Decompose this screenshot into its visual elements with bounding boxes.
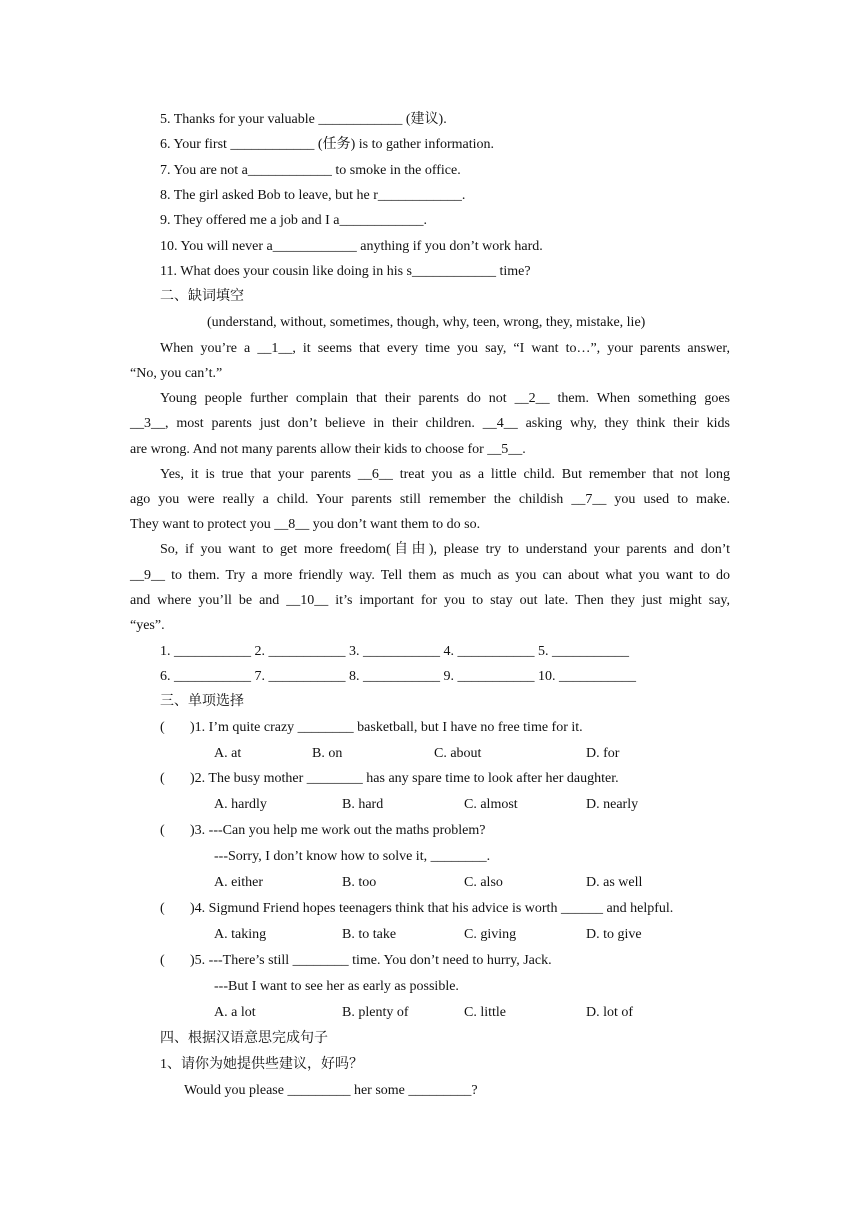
option-c: C. little (464, 1005, 506, 1020)
option-a: A. at (214, 746, 242, 761)
passage-line: “yes”. (130, 618, 165, 633)
vocab-item-5: 5. Thanks for your valuable ____________ (建议). (160, 112, 447, 127)
question-stem: )4. Sigmund Friend hopes teenagers think that his advice is worth ______ and helpful. (190, 901, 674, 916)
option-d: D. to give (586, 927, 642, 942)
option-a: A. either (214, 875, 263, 890)
word-bank: (understand, without, sometimes, though, why, teen, wrong, they, mistake, lie) (207, 315, 646, 330)
option-c: C. almost (464, 797, 518, 812)
option-c: C. about (434, 746, 482, 761)
question-stem: )2. The busy mother ________ has any spare time to look after her daughter. (190, 771, 619, 786)
option-c: C. giving (464, 927, 517, 942)
option-a: A. hardly (214, 797, 267, 812)
question-stem: )5. ---There’s still ________ time. You don’t need to hurry, Jack. (190, 953, 552, 968)
option-d: D. lot of (586, 1005, 634, 1020)
question-stem-line2: ---But I want to see her as early as possible. (214, 979, 459, 994)
passage-line: __3__, most parents just don’t believe in their children. __4__ asking why, they think their kids (130, 416, 730, 431)
question-stem-line2: ---Sorry, I don’t know how to solve it, ________. (214, 849, 491, 864)
vocab-item-9: 9. They offered me a job and I a____________. (160, 213, 427, 228)
passage-line: Young people further complain that their parents do not __2__ them. When something goes (160, 391, 730, 406)
option-b: B. on (312, 746, 343, 761)
option-b: B. too (342, 875, 377, 890)
passage-line: Yes, it is true that your parents __6__ treat you as a little child. But remember that not long (160, 467, 730, 482)
translation-item-en: Would you please _________ her some _________? (184, 1083, 478, 1098)
passage-line: So, if you want to get more freedom(自由), please try to understand your parents and don’t (160, 542, 730, 557)
vocab-item-7: 7. You are not a____________ to smoke in the office. (160, 163, 461, 178)
vocab-item-6: 6. Your first ____________ (任务) is to gather information. (160, 137, 495, 152)
option-b: B. hard (342, 797, 384, 812)
question-stem: )1. I’m quite crazy ________ basketball, but I have no free time for it. (190, 720, 583, 735)
answer-paren: ( (160, 771, 165, 786)
answer-blanks-row: 6. ___________ 7. ___________ 8. ___________ 9. ___________ 10. ___________ (160, 669, 636, 684)
option-d: D. for (586, 746, 620, 761)
option-a: A. a lot (214, 1005, 256, 1020)
passage-line: and where you’ll be and __10__ it’s important for you to stay out late. Then they just might say, (130, 593, 730, 608)
option-b: B. to take (342, 927, 397, 942)
vocab-item-11: 11. What does your cousin like doing in his s____________ time? (160, 264, 531, 279)
section-heading: 四、根据汉语意思完成句子 (160, 1031, 328, 1046)
vocab-item-10: 10. You will never a____________ anything if you don’t work hard. (160, 239, 543, 254)
option-d: D. nearly (586, 797, 639, 812)
passage-line: ago you were really a child. Your parents still remember the childish __7__ you used to make. (130, 492, 730, 507)
passage-line: are wrong. And not many parents allow their kids to choose for __5__. (130, 442, 526, 457)
translation-item-cn: 1、请你为她提供些建议，好吗？ (160, 1057, 363, 1072)
option-b: B. plenty of (342, 1005, 409, 1020)
option-a: A. taking (214, 927, 267, 942)
vocab-item-8: 8. The girl asked Bob to leave, but he r____________. (160, 188, 466, 203)
answer-paren: ( (160, 720, 165, 735)
answer-paren: ( (160, 953, 165, 968)
passage-line: __9__ to them. Try a more friendly way. Tell them as much as you can about what you want to do (130, 568, 730, 583)
passage-line: When you’re a __1__, it seems that every time you say, “I want to…”, your parents answer, (160, 341, 730, 356)
passage-line: “No, you can’t.” (130, 366, 223, 381)
answer-paren: ( (160, 901, 165, 916)
option-c: C. also (464, 875, 503, 890)
question-stem: )3. ---Can you help me work out the maths problem? (190, 823, 486, 838)
option-d: D. as well (586, 875, 643, 890)
section-heading: 三、单项选择 (160, 694, 244, 709)
answer-blanks-row: 1. ___________ 2. ___________ 3. ___________ 4. ___________ 5. ___________ (160, 644, 629, 659)
passage-line: They want to protect you __8__ you don’t want them to do so. (130, 517, 481, 532)
section-heading: 二、缺词填空 (160, 289, 244, 304)
answer-paren: ( (160, 823, 165, 838)
